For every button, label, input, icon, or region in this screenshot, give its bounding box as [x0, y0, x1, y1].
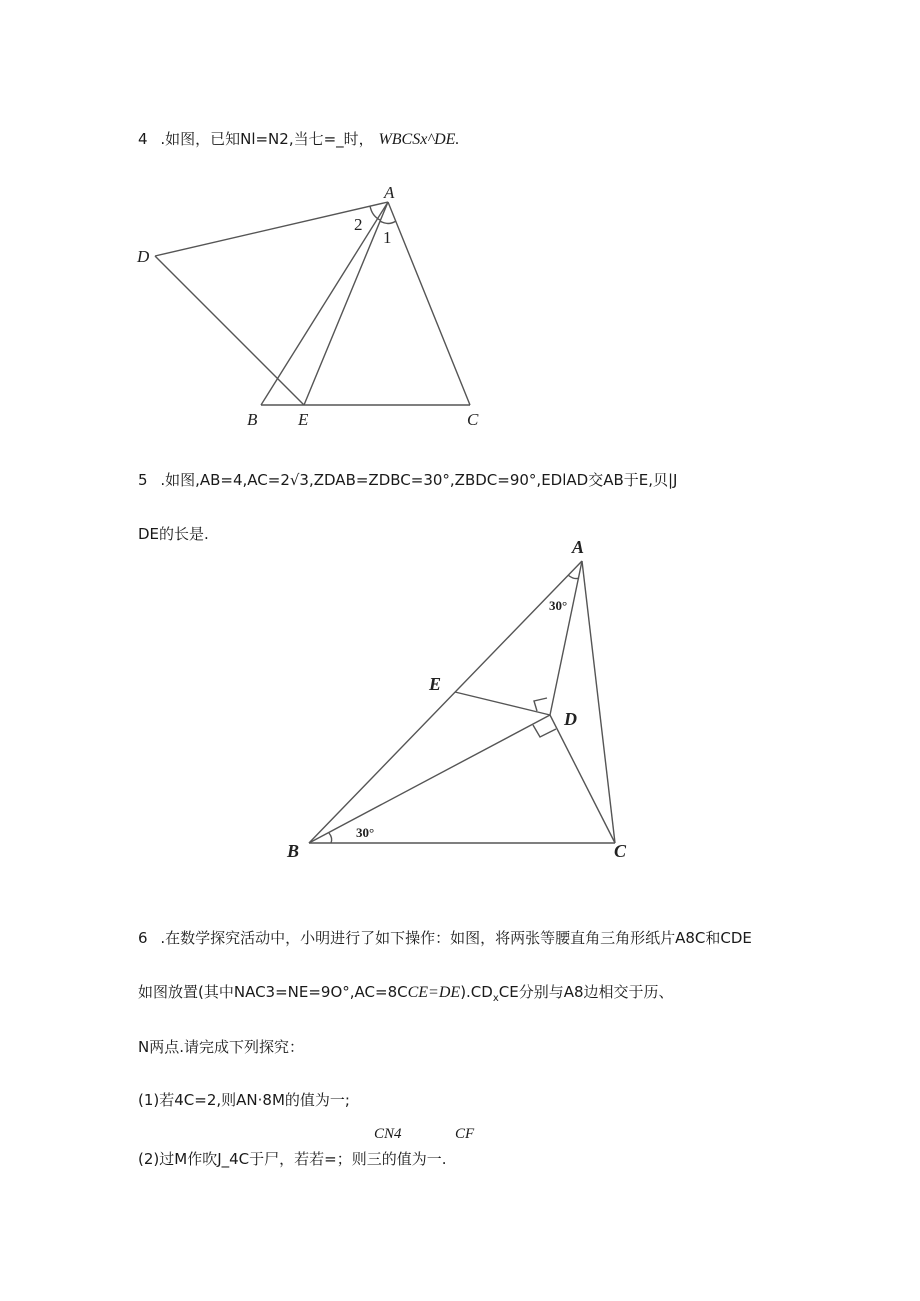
q5-label-C: C — [614, 841, 627, 861]
q6-number: 6 — [138, 929, 148, 947]
q5-label-D: D — [564, 709, 577, 729]
q5-label-E: E — [429, 674, 442, 694]
q4-label-B: B — [247, 410, 258, 429]
q6-part1: (1)若4C=2,则AN·8M的值为一; — [138, 1091, 350, 1109]
q6-line1 — [138, 928, 752, 948]
q5-angle-A: 30° — [549, 598, 568, 613]
q4-label-E: E — [298, 410, 309, 429]
q4-label-D: D — [137, 247, 150, 266]
q6-part2: (2)过M作吹J_4C于尸，若若=；则三的值为一. — [138, 1150, 447, 1168]
q6-frac-num1: CN4 — [374, 1126, 402, 1142]
q5-label-B: B — [287, 841, 300, 861]
q6-line2 — [138, 982, 674, 1009]
q6-text2c: ).CD — [460, 983, 493, 1001]
q4-text: .如图，已知Nl=N2,当七=_时， — [160, 130, 374, 148]
q6-text2b: CE=DE — [407, 984, 461, 1001]
q5-text: .如图,AB=4,AC=2√3,ZDAB=ZDBC=30°,ZBDC=90°,EDlAD交AB于E,贝|J — [160, 471, 678, 489]
q5-angle-B: 30° — [356, 825, 375, 840]
q4-label-C: C — [467, 410, 479, 429]
q6-frac-num2: CF — [455, 1126, 475, 1142]
q6-text2a: 如图放置(其中NAC3=NE=9O°,AC=8C — [138, 983, 408, 1001]
q6-text2d: x — [492, 993, 499, 1004]
q5-line2: DE的长是. — [138, 525, 209, 543]
q6-line3: N两点.请完成下列探究： — [138, 1038, 304, 1056]
q5-number: 5 — [138, 471, 148, 489]
q4-italic: WBCSx^DE. — [378, 131, 460, 148]
q4-angle-2: 2 — [354, 215, 363, 234]
q5-label-A: A — [572, 537, 585, 557]
q6-text2e: CE分别与A8边相交于历、 — [498, 983, 674, 1001]
q4-label-A: A — [384, 183, 395, 202]
q4-number: 4 — [138, 130, 148, 148]
q6-text1: .在数学探究活动中，小明进行了如下操作：如图，将两张等腰直角三角形纸片A8C和CDE — [160, 929, 752, 947]
q4-angle-1: 1 — [383, 228, 392, 247]
